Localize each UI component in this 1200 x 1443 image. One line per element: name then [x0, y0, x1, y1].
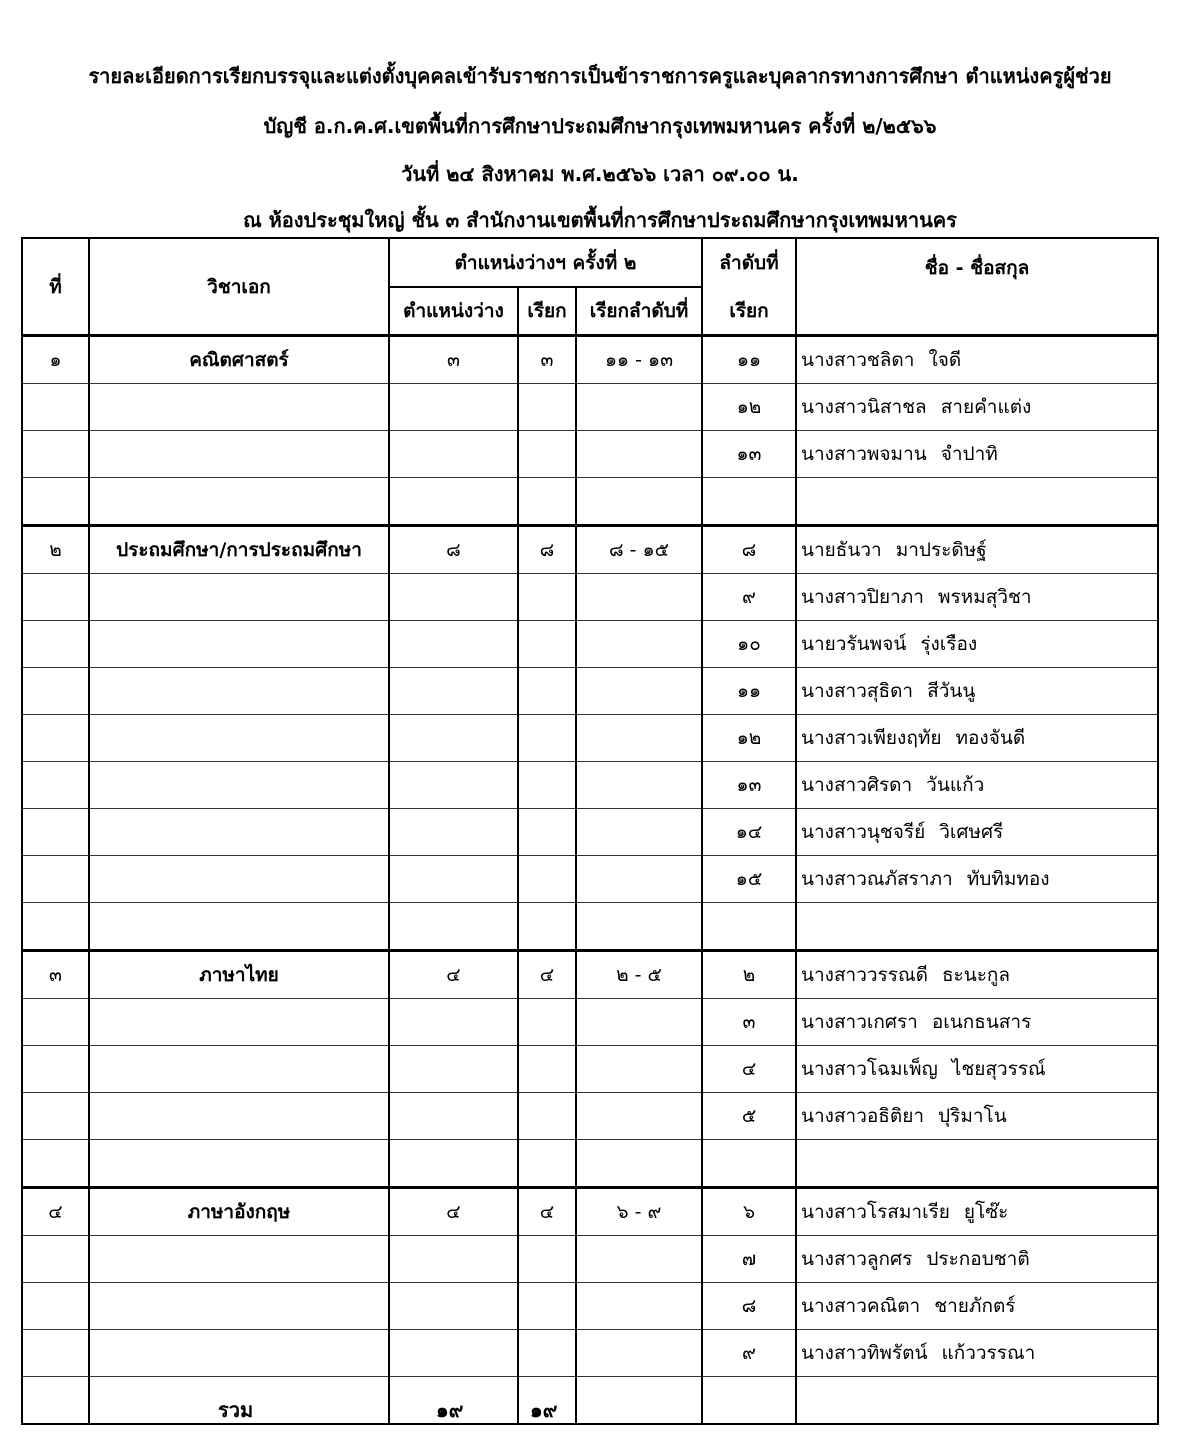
last-name: วันแก้ว: [926, 774, 985, 796]
cell-no: [22, 715, 89, 762]
cell-order: ๙: [702, 1330, 796, 1377]
cell-call: [518, 1046, 576, 1093]
cell-vacant: [389, 621, 518, 668]
cell-call-range: [576, 856, 702, 903]
cell-order: ๑๐: [702, 621, 796, 668]
cell-call: [518, 715, 576, 762]
cell-call: [518, 1330, 576, 1377]
cell-call-range: [576, 1330, 702, 1377]
first-name: นางสาวสุธิดา: [801, 680, 914, 702]
cell-no: [22, 856, 89, 903]
table-row: [22, 1283, 1158, 1330]
cell-call: [518, 999, 576, 1046]
cell-subject: [89, 384, 389, 431]
recruitment-table: [21, 237, 1159, 1425]
col-header-vacancy-group: ตำแหน่งว่างฯ ครั้งที่ ๒: [389, 238, 702, 287]
cell-no: [22, 1140, 89, 1188]
cell-order: [702, 903, 796, 951]
cell-name: [796, 999, 1158, 1046]
cell-vacant: [389, 431, 518, 478]
cell-name: [796, 1046, 1158, 1093]
cell-subject: [89, 431, 389, 478]
cell-order: [702, 478, 796, 526]
col-header-no: ที่: [22, 238, 89, 336]
first-name: นางสาวทิพรัตน์: [801, 1342, 928, 1364]
cell-vacant: [389, 1236, 518, 1283]
cell-subject: [89, 478, 389, 526]
last-name: ใจดี: [928, 349, 962, 371]
table-row: [22, 999, 1158, 1046]
cell-call-range: ๑๑ - ๑๓: [576, 336, 702, 384]
cell-call: [518, 574, 576, 621]
totals-label: รวม: [218, 1398, 254, 1422]
first-name: นางสาววรรณดี: [801, 964, 928, 986]
cell-call: [518, 903, 576, 951]
cell-call-range: [576, 668, 702, 715]
cell-call-range: [576, 1140, 702, 1188]
cell-vacant: [389, 1093, 518, 1140]
cell-name: [796, 1188, 1158, 1236]
cell-name: [796, 574, 1158, 621]
cell-call: [518, 856, 576, 903]
cell-no: ๑: [22, 336, 89, 384]
cell-name: [796, 431, 1158, 478]
first-name: นางสาวเกศรา: [801, 1011, 918, 1033]
last-name: จำปาทิ: [940, 443, 998, 465]
cell-subject: [89, 668, 389, 715]
table-row: [22, 1330, 1158, 1377]
totals-row: [0, 1394, 1200, 1426]
cell-no: ๒: [22, 526, 89, 574]
cell-subject: [89, 574, 389, 621]
cell-no: [22, 1330, 89, 1377]
cell-no: [22, 999, 89, 1046]
cell-vacant: [389, 478, 518, 526]
cell-call-range: ๖ - ๙: [576, 1188, 702, 1236]
cell-name: [796, 809, 1158, 856]
cell-no: [22, 809, 89, 856]
table-row: [22, 1140, 1158, 1188]
cell-call: ๔: [518, 1188, 576, 1236]
table-row: [22, 668, 1158, 715]
first-name: นางสาวณภัสราภา: [801, 868, 953, 890]
cell-call: [518, 478, 576, 526]
first-name: นางสาวลูกศร: [801, 1248, 913, 1270]
cell-order: ๒: [702, 951, 796, 999]
table-row: [22, 1188, 1158, 1236]
cell-call-range: [576, 762, 702, 809]
cell-name: [796, 1093, 1158, 1140]
table-row: [22, 903, 1158, 951]
cell-order: [702, 1140, 796, 1188]
cell-vacant: [389, 1283, 518, 1330]
cell-name: [796, 526, 1158, 574]
table-row: [22, 762, 1158, 809]
first-name: นางสาวพจมาน: [801, 443, 927, 465]
first-name: นางสาวโฉมเพ็ญ: [801, 1058, 938, 1080]
table-row: [22, 715, 1158, 762]
cell-vacant: [389, 999, 518, 1046]
last-name: ไชยสุวรรณ์: [951, 1058, 1046, 1080]
cell-call-range: [576, 999, 702, 1046]
table-row: [22, 336, 1158, 384]
table-row: [22, 951, 1158, 999]
cell-subject: [89, 809, 389, 856]
table-row: [22, 574, 1158, 621]
cell-vacant: [389, 903, 518, 951]
cell-order: ๔: [702, 1046, 796, 1093]
cell-subject: [89, 621, 389, 668]
cell-no: [22, 1046, 89, 1093]
table-row: [22, 809, 1158, 856]
cell-no: ๓: [22, 951, 89, 999]
last-name: ทับทิมทอง: [966, 868, 1050, 890]
first-name: นางสาวชลิดา: [801, 349, 915, 371]
first-name: นางสาวศิรดา: [801, 774, 913, 796]
cell-name: [796, 762, 1158, 809]
cell-call-range: [576, 1046, 702, 1093]
cell-call-range: [576, 1236, 702, 1283]
cell-vacant: [389, 856, 518, 903]
last-name: รุ่งเรือง: [920, 633, 978, 655]
cell-no: [22, 762, 89, 809]
cell-name: [796, 668, 1158, 715]
cell-subject: [89, 1330, 389, 1377]
cell-order: ๑๑: [702, 336, 796, 384]
col-header-call: เรียก: [518, 287, 576, 336]
cell-no: [22, 431, 89, 478]
cell-order: ๘: [702, 1283, 796, 1330]
cell-call-range: [576, 478, 702, 526]
cell-call-range: ๒ - ๕: [576, 951, 702, 999]
table-row: [22, 1046, 1158, 1093]
cell-call: [518, 668, 576, 715]
cell-call: [518, 384, 576, 431]
cell-subject: [89, 1283, 389, 1330]
cell-vacant: [389, 384, 518, 431]
table-row: [22, 526, 1158, 574]
cell-order: ๑๕: [702, 856, 796, 903]
cell-subject: [89, 1093, 389, 1140]
cell-no: [22, 478, 89, 526]
last-name: ยูโซ๊ะ: [963, 1201, 1009, 1223]
cell-name: [796, 384, 1158, 431]
totals-call: ๑๙: [530, 1398, 558, 1422]
cell-call: [518, 431, 576, 478]
table-row: [22, 621, 1158, 668]
last-name: พรหมสุวิชา: [937, 586, 1032, 608]
cell-order: ๙: [702, 574, 796, 621]
cell-call: [518, 1093, 576, 1140]
table-row: [22, 1236, 1158, 1283]
table-row: [22, 431, 1158, 478]
cell-subject: [89, 1140, 389, 1188]
cell-order: ๘: [702, 526, 796, 574]
cell-name: [796, 621, 1158, 668]
cell-no: [22, 574, 89, 621]
cell-subject: [89, 999, 389, 1046]
last-name: ทองจันดี: [955, 727, 1026, 749]
cell-call-range: [576, 1093, 702, 1140]
first-name: นางสาวเพียงฤทัย: [801, 727, 942, 749]
cell-order: ๕: [702, 1093, 796, 1140]
first-name: นางสาวปิยาภา: [801, 586, 924, 608]
first-name: นางสาวคณิตา: [801, 1295, 921, 1317]
cell-call-range: [576, 715, 702, 762]
cell-order: ๑๓: [702, 431, 796, 478]
cell-name: [796, 478, 1158, 526]
last-name: ธะนะกูล: [941, 964, 1011, 986]
table-header: [22, 238, 1158, 336]
cell-name: [796, 856, 1158, 903]
doc-title-line-1: รายละเอียดการเรียกบรรจุและแต่งตั้งบุคคลเข้ารับราชการเป็นข้าราชการครูและบุคลากรทางการศึกษา ตำแหน่งครูผู้ช่วย: [88, 64, 1112, 88]
last-name: ชายภักตร์: [934, 1295, 1016, 1317]
cell-name: [796, 1236, 1158, 1283]
cell-name: [796, 1140, 1158, 1188]
cell-no: [22, 1236, 89, 1283]
last-name: อเนกธนสาร: [931, 1011, 1032, 1033]
first-name: นางสาวโรสมาเรีย: [801, 1201, 950, 1223]
first-name: นางสาวนุชจรีย์: [801, 821, 926, 843]
cell-call-range: [576, 1283, 702, 1330]
table-row: [22, 856, 1158, 903]
cell-order: ๑๑: [702, 668, 796, 715]
cell-vacant: ๔: [389, 951, 518, 999]
cell-call: ๔: [518, 951, 576, 999]
cell-no: [22, 621, 89, 668]
cell-call: [518, 1140, 576, 1188]
cell-subject: คณิตศาสตร์: [89, 336, 389, 384]
cell-no: [22, 668, 89, 715]
cell-order: ๗: [702, 1236, 796, 1283]
last-name: ปุริมาโน: [938, 1105, 1007, 1127]
cell-vacant: ๔: [389, 1188, 518, 1236]
cell-subject: [89, 856, 389, 903]
col-header-order-bottom: เรียก: [702, 287, 796, 336]
cell-call: [518, 1236, 576, 1283]
cell-call-range: ๘ - ๑๕: [576, 526, 702, 574]
cell-name: [796, 336, 1158, 384]
totals-vacant: ๑๙: [436, 1398, 464, 1422]
cell-name: [796, 951, 1158, 999]
cell-call-range: [576, 903, 702, 951]
cell-subject: ภาษาอังกฤษ: [89, 1188, 389, 1236]
cell-no: [22, 903, 89, 951]
cell-subject: [89, 715, 389, 762]
last-name: สีวันนู: [927, 680, 976, 702]
cell-vacant: [389, 1330, 518, 1377]
cell-name: [796, 715, 1158, 762]
cell-call: [518, 809, 576, 856]
cell-call: [518, 1283, 576, 1330]
cell-name: [796, 1283, 1158, 1330]
col-header-order-top: ลำดับที่: [702, 238, 796, 287]
cell-subject: [89, 1236, 389, 1283]
cell-call-range: [576, 809, 702, 856]
table-body: [22, 336, 1158, 1425]
doc-venue-line: ณ ห้องประชุมใหญ่ ชั้น ๓ สำนักงานเขตพื้นที่การศึกษาประถมศึกษากรุงเทพมหานคร: [243, 208, 957, 232]
cell-vacant: [389, 715, 518, 762]
first-name: นางสาวนิสาชล: [801, 396, 927, 418]
cell-vacant: [389, 1140, 518, 1188]
last-name: มาประดิษฐ์: [895, 539, 987, 561]
cell-vacant: [389, 762, 518, 809]
first-name: นายธันวา: [801, 539, 882, 561]
cell-call: [518, 762, 576, 809]
cell-no: [22, 1093, 89, 1140]
cell-subject: [89, 762, 389, 809]
doc-date-line: วันที่ ๒๔ สิงหาคม พ.ศ.๒๕๖๖ เวลา ๐๙.๐๐ น.: [401, 162, 799, 186]
cell-call-range: [576, 384, 702, 431]
cell-vacant: ๓: [389, 336, 518, 384]
cell-call: [518, 621, 576, 668]
cell-vacant: [389, 1046, 518, 1093]
table-row: [22, 1093, 1158, 1140]
cell-order: ๑๓: [702, 762, 796, 809]
table-row: [22, 384, 1158, 431]
cell-no: [22, 384, 89, 431]
cell-order: ๑๒: [702, 715, 796, 762]
cell-subject: ประถมศึกษา/การประถมศึกษา: [89, 526, 389, 574]
cell-name: [796, 1330, 1158, 1377]
cell-vacant: [389, 668, 518, 715]
last-name: ประกอบชาติ: [926, 1248, 1030, 1270]
cell-vacant: ๘: [389, 526, 518, 574]
col-header-name: ชื่อ - ชื่อสกุล: [796, 238, 1158, 336]
cell-call-range: [576, 574, 702, 621]
col-header-call-rank: เรียกลำดับที่: [576, 287, 702, 336]
cell-order: ๑๔: [702, 809, 796, 856]
first-name: นายวรันพจน์: [801, 633, 907, 655]
cell-call: ๓: [518, 336, 576, 384]
cell-order: ๖: [702, 1188, 796, 1236]
doc-title-line-2: บัญชี อ.ก.ค.ศ.เขตพื้นที่การศึกษาประถมศึกษากรุงเทพมหานคร ครั้งที่ ๒/๒๕๖๖: [263, 114, 937, 138]
cell-call-range: [576, 431, 702, 478]
cell-subject: ภาษาไทย: [89, 951, 389, 999]
cell-no: [22, 1283, 89, 1330]
cell-call: ๘: [518, 526, 576, 574]
last-name: สายคำแต่ง: [940, 396, 1032, 418]
cell-name: [796, 903, 1158, 951]
table-row: [22, 478, 1158, 526]
last-name: แก้ววรรณา: [941, 1342, 1036, 1364]
cell-call-range: [576, 621, 702, 668]
col-header-vacant: ตำแหน่งว่าง: [389, 287, 518, 336]
cell-vacant: [389, 574, 518, 621]
cell-vacant: [389, 809, 518, 856]
cell-order: ๑๒: [702, 384, 796, 431]
cell-subject: [89, 1046, 389, 1093]
first-name: นางสาวอธิติยา: [801, 1105, 925, 1127]
cell-order: ๓: [702, 999, 796, 1046]
col-header-subject: วิชาเอก: [89, 238, 389, 336]
cell-subject: [89, 903, 389, 951]
cell-no: ๔: [22, 1188, 89, 1236]
last-name: วิเศษศรี: [939, 821, 1004, 843]
